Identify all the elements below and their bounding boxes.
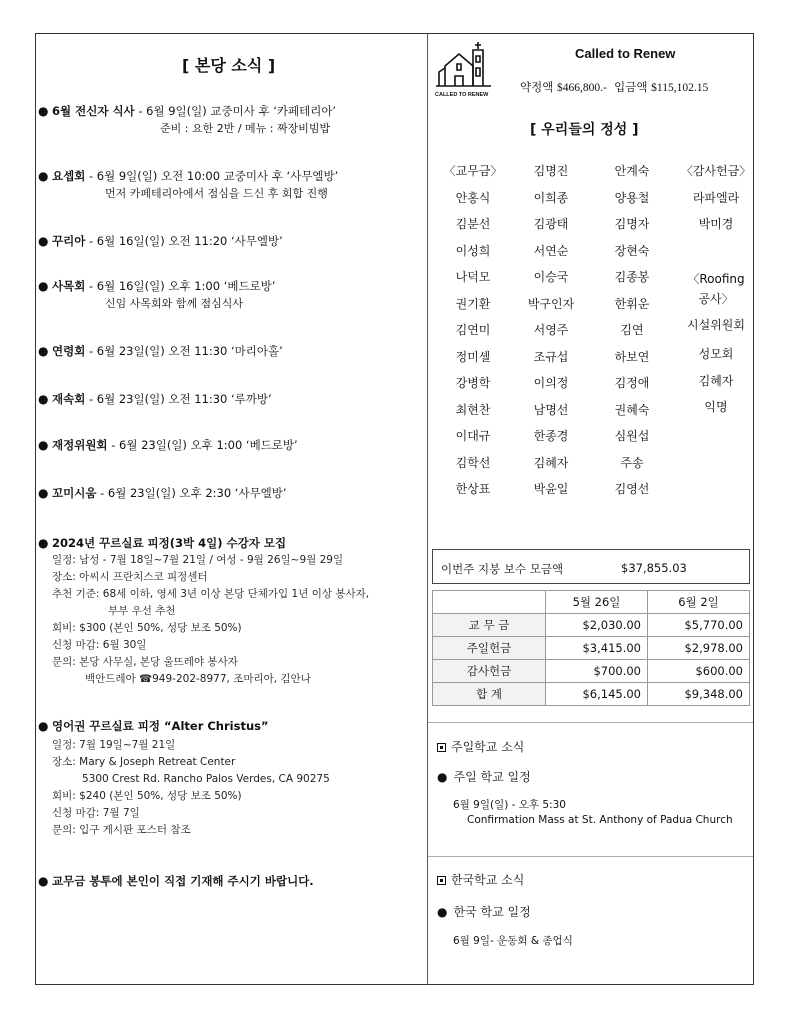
donor-name: 권혜숙 <box>614 402 650 417</box>
donor-name: 김정애 <box>614 376 650 390</box>
bullet-icon: ● <box>38 392 49 406</box>
square-bullet-icon <box>437 876 446 885</box>
donor-name: 심원섭 <box>614 429 650 443</box>
donor-name: 한상표 <box>455 482 491 496</box>
amount-may-26: $3,415.00 <box>546 637 648 660</box>
event-detail: - 6월 23일(일) 오전 11:30 ‘루까방’ <box>85 392 272 406</box>
table-row <box>433 614 750 637</box>
detail-line: 부부 우선 추천 <box>108 605 176 617</box>
amount-jun-2: $2,978.00 <box>648 637 750 660</box>
logo-caption: CALLED TO RENEW <box>435 92 489 98</box>
donor-name: 김학선 <box>455 455 491 470</box>
event-detail: - 6월 23일(일) 오전 11:30 ‘마리아홀’ <box>85 344 283 358</box>
donor-name: 서연순 <box>533 243 569 258</box>
donor-name: 서영주 <box>533 323 569 337</box>
detail-line: 문의: 본당 사무실, 본당 울뜨레야 봉사자 <box>52 656 238 668</box>
donor-name: 조규섭 <box>533 349 569 364</box>
bullet-icon: ● <box>38 279 49 293</box>
table-row <box>433 683 750 706</box>
donor-name: 김연 <box>620 323 644 337</box>
donor-name: 양용철 <box>614 190 650 205</box>
detail-line: 회비: $240 (본인 50%, 성당 보조 50%) <box>52 790 242 802</box>
donor-name: 이의정 <box>533 376 569 390</box>
donor-name: 주송 <box>620 455 644 470</box>
totals-table <box>432 590 750 706</box>
row-label: 교 무 금 <box>433 614 546 637</box>
row-label: 감사헌금 <box>433 660 546 683</box>
donor-name: 시설위원회 <box>687 318 745 332</box>
donor-name: 안홍식 <box>455 190 491 205</box>
amount-may-26: $700.00 <box>546 660 648 683</box>
event-name: 꼬미시움 <box>52 486 97 500</box>
roof-fund-box <box>432 549 750 584</box>
event-name: 요셉회 <box>52 169 86 183</box>
donor-name: 김광태 <box>533 217 569 231</box>
english-retreat-heading: ● 영어권 꾸르실료 피정 “Alter Christus” <box>38 719 269 733</box>
roof-fund-amount: $37,855.03 <box>621 561 687 575</box>
event-detail: - 6월 23일(일) 오후 2:30 ‘사무엘방’ <box>96 486 287 500</box>
roof-fund-label: 이번주 지붕 보수 모금액 <box>441 562 564 576</box>
donor-name: 성모회 <box>698 347 734 361</box>
bullet-icon: ● <box>38 874 49 888</box>
column-divider <box>427 33 428 985</box>
amount-may-26: $2,030.00 <box>546 614 648 637</box>
bullet-icon: ● <box>437 905 448 919</box>
amount-jun-2: $9,348.00 <box>648 683 750 706</box>
event-detail: - 6월 9일(일) 교중미사 후 ‘카페테리아’ <box>134 104 337 118</box>
donor-name: 이승국 <box>533 270 569 284</box>
sunday-school-date: 6월 9일(일) - 오후 5:30 <box>453 799 566 811</box>
bullet-icon: ● <box>38 719 49 733</box>
event-name: 연령회 <box>52 344 86 358</box>
event-detail: - 6월 16일(일) 오후 1:00 ‘베드로방’ <box>85 279 276 293</box>
event-name: 재속회 <box>52 392 86 406</box>
donor-name: 최현찬 <box>455 402 491 417</box>
korean-school-section: 한국학교 소식 <box>437 871 524 888</box>
bullet-icon: ● <box>38 234 49 248</box>
donor-name: 김종봉 <box>614 270 650 284</box>
donor-name: 이성희 <box>455 243 491 258</box>
detail-line: 문의: 입구 게시판 포스터 참조 <box>52 824 191 836</box>
donor-name: 김혜자 <box>698 374 734 388</box>
detail-line: 추천 기준: 68세 이하, 영세 3년 이상 본당 단체가입 1년 이상 봉사자, <box>52 588 370 600</box>
bullet-icon: ● <box>38 486 49 500</box>
received-value: $115,102.15 <box>651 82 709 94</box>
sunday-school-section: 주일학교 소식 <box>437 738 524 755</box>
donor-name: 박윤일 <box>533 482 569 496</box>
donor-name: 강병학 <box>455 376 491 390</box>
table-row <box>433 660 750 683</box>
donor-name: 〈Roofing <box>687 272 745 286</box>
donor-name: 장현숙 <box>614 243 650 258</box>
bullet-icon: ● <box>38 536 49 550</box>
detail-line: 장소: 아씨시 프란치스코 피정센터 <box>52 571 208 583</box>
called-to-renew-logo <box>433 40 495 98</box>
cursillo-heading: ● 2024년 꾸르실료 피정(3박 4일) 수강자 모집 <box>38 536 287 550</box>
detail-line: 회비: $300 (본인 50%, 성당 보조 50%) <box>52 622 242 634</box>
donor-name: 김분선 <box>455 217 491 231</box>
event-name: 6월 전신자 식사 <box>52 104 135 118</box>
amount-jun-2: $5,770.00 <box>648 614 750 637</box>
event-name: 꾸리아 <box>52 234 86 248</box>
received-label: 입금액 <box>614 80 648 94</box>
event-item <box>38 391 272 407</box>
donor-name: 한휘운 <box>614 296 650 311</box>
row-label: 합 계 <box>433 683 546 706</box>
campaign-title: Called to Renew <box>575 46 676 61</box>
totals-header <box>433 591 546 614</box>
donor-name: 하보연 <box>614 349 650 364</box>
event-item <box>38 233 283 249</box>
detail-line: 신청 마감: 7월 7일 <box>52 807 140 819</box>
donor-name: 박구인자 <box>527 296 575 311</box>
donor-name: 나덕모 <box>455 270 491 284</box>
campaign-amounts <box>520 79 708 95</box>
row-label: 주일헌금 <box>433 637 546 660</box>
donor-name: 김명진 <box>533 164 569 178</box>
donor-name: 안계숙 <box>614 164 650 178</box>
event-subtext: 신임 사목회와 함께 점심식사 <box>105 297 244 310</box>
event-detail: - 6월 23일(일) 오후 1:00 ‘베드로방’ <box>107 438 298 452</box>
donor-name: 이대규 <box>455 429 491 443</box>
envelope-note: ● 교무금 봉투에 본인이 직접 기재해 주시기 바랍니다. <box>38 874 314 888</box>
event-item <box>38 168 338 184</box>
sunday-school-event: Confirmation Mass at St. Anthony of Padua Church <box>467 814 733 826</box>
detail-line: 5300 Crest Rd. Rancho Palos Verdes, CA 90275 <box>82 773 330 785</box>
korean-school-date: 6월 9일- 운동회 & 종업식 <box>453 935 573 947</box>
section-divider <box>428 856 753 857</box>
detail-line: 장소: Mary & Joseph Retreat Center <box>52 756 236 768</box>
donor-name: 김영선 <box>614 482 650 496</box>
table-row <box>433 637 750 660</box>
event-item <box>38 278 275 294</box>
donor-name: 김명자 <box>614 217 650 231</box>
bullet-icon: ● <box>38 104 49 118</box>
event-subtext: 준비 : 요한 2반 / 메뉴 : 짜장비빔밥 <box>160 122 331 135</box>
detail-line: 신청 마감: 6월 30일 <box>52 639 147 651</box>
totals-header: 6월 2일 <box>648 591 750 614</box>
donor-name: 〈감사헌금〉 <box>680 164 752 178</box>
amount-jun-2: $600.00 <box>648 660 750 683</box>
donor-name: 남명선 <box>533 402 569 417</box>
event-name: 사목회 <box>52 279 86 293</box>
event-detail: - 6월 16일(일) 오전 11:20 ‘사무엘방’ <box>85 234 283 248</box>
donor-name: 〈교무금〉 <box>443 164 503 178</box>
pledge-value: $466,800.- <box>556 82 607 94</box>
event-item <box>38 485 287 501</box>
detail-line: 일정: 7월 19일~7월 21일 <box>52 739 176 751</box>
offerings-title: [ 우리들의 정성 ] <box>530 122 639 138</box>
event-subtext: 먼저 카페테리아에서 점심을 드신 후 회합 진행 <box>105 187 328 200</box>
korean-school-heading: ● 한국 학교 일정 <box>437 905 531 919</box>
bullet-icon: ● <box>38 344 49 358</box>
donor-name: 박미경 <box>698 217 734 231</box>
event-item <box>38 103 336 119</box>
bullet-icon: ● <box>38 438 49 452</box>
event-item <box>38 343 283 359</box>
bullet-icon: ● <box>437 770 448 784</box>
detail-line: 일정: 남성 - 7월 18일~7월 21일 / 여성 - 9월 26일~9월 29일 <box>52 554 344 566</box>
bullet-icon: ● <box>38 169 49 183</box>
donor-name: 익명 <box>704 400 728 414</box>
event-detail: - 6월 9일(일) 오전 10:00 교중미사 후 ‘사무엘방’ <box>85 169 339 183</box>
donor-name: 공사〉 <box>698 292 734 306</box>
donor-name: 김혜자 <box>533 455 569 470</box>
event-name: 재정위원회 <box>52 438 108 452</box>
detail-line: 백안드레아 ☎949-202-8977, 조마리아, 김안나 <box>85 673 311 685</box>
parish-news-title: [ 본당 소식 ] <box>182 56 276 75</box>
donor-name: 정미셸 <box>455 349 491 364</box>
amount-may-26: $6,145.00 <box>546 683 648 706</box>
donor-name: 이희종 <box>533 190 569 205</box>
square-bullet-icon <box>437 743 446 752</box>
donor-name: 권기환 <box>455 296 491 311</box>
pledge-label: 약정액 <box>520 80 554 94</box>
donor-name: 김연미 <box>455 323 491 337</box>
event-item <box>38 437 298 453</box>
donor-name: 한종경 <box>533 429 569 443</box>
donor-name: 라파엘라 <box>692 190 740 205</box>
totals-header: 5월 26일 <box>546 591 648 614</box>
sunday-school-heading: ● 주일 학교 일정 <box>437 770 531 784</box>
section-divider <box>428 722 753 723</box>
